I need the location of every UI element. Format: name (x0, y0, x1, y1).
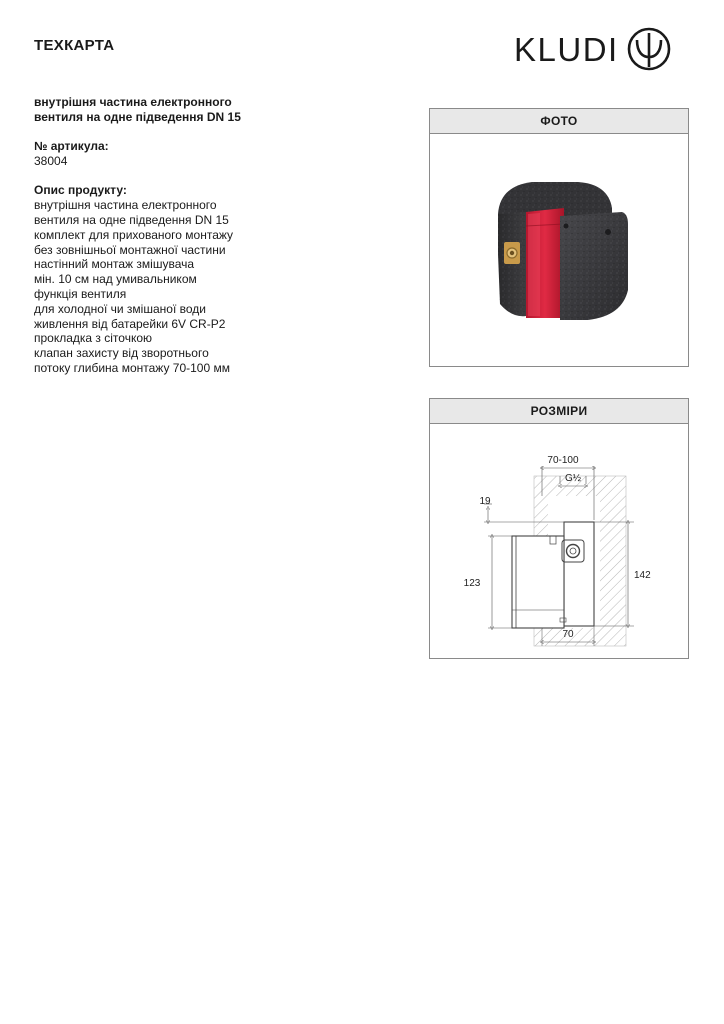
total-height-label: 142 (634, 570, 651, 581)
front-height-label: 123 (463, 578, 481, 589)
product-name (34, 95, 284, 125)
photo-panel (429, 108, 689, 367)
dimensions-panel (429, 398, 689, 659)
description-line: клапан захисту від зворотнього (34, 346, 209, 361)
description-line: внутрішня частина електронного (34, 198, 217, 213)
product-name-line: внутрішня частина електронного (34, 95, 232, 109)
depth-label: 70 (562, 629, 574, 640)
product-photo (430, 134, 688, 366)
depth-range-label: 70-100 (547, 455, 579, 466)
description-line: вентиля на одне підведення DN 15 (34, 212, 229, 227)
description-line: функція вентиля (34, 286, 127, 301)
article-number: 38004 (34, 153, 68, 168)
description-heading: Опис продукту: (34, 183, 127, 198)
description-line: для холодної чи змішаної води (34, 301, 206, 316)
thread-label: G½ (564, 473, 582, 484)
brand-logo (514, 26, 690, 72)
product-info (34, 95, 284, 390)
description-line: мін. 10 см над умивальником (34, 272, 197, 287)
top-offset-label: 19 (479, 496, 491, 507)
article-section (34, 139, 284, 169)
brand-name: KLUDI (514, 30, 619, 68)
dimension-drawing (430, 424, 688, 658)
description-line: потоку глибина монтажу 70-100 мм (34, 360, 230, 375)
description-line: без зовнішньої монтажної частини (34, 242, 226, 257)
photo-panel-body (430, 134, 688, 366)
description-line: комплект для прихованого монтажу (34, 227, 234, 242)
document-title: ТЕХКАРТА (34, 37, 115, 54)
article-heading: № артикула: (34, 139, 109, 154)
description-line: живлення від батарейки 6V CR-P2 (34, 316, 226, 331)
dimensions-panel-title: РОЗМІРИ (430, 399, 688, 424)
description-line: прокладка з сіточкою (34, 331, 153, 346)
kludi-trident-icon (627, 27, 671, 71)
photo-panel-title: ФОТО (430, 109, 688, 134)
dimensions-panel-body (430, 424, 688, 658)
description-section (34, 183, 284, 375)
description-line: настінний монтаж змішувача (34, 257, 195, 272)
product-name-line: вентиля на одне підведення DN 15 (34, 109, 241, 124)
